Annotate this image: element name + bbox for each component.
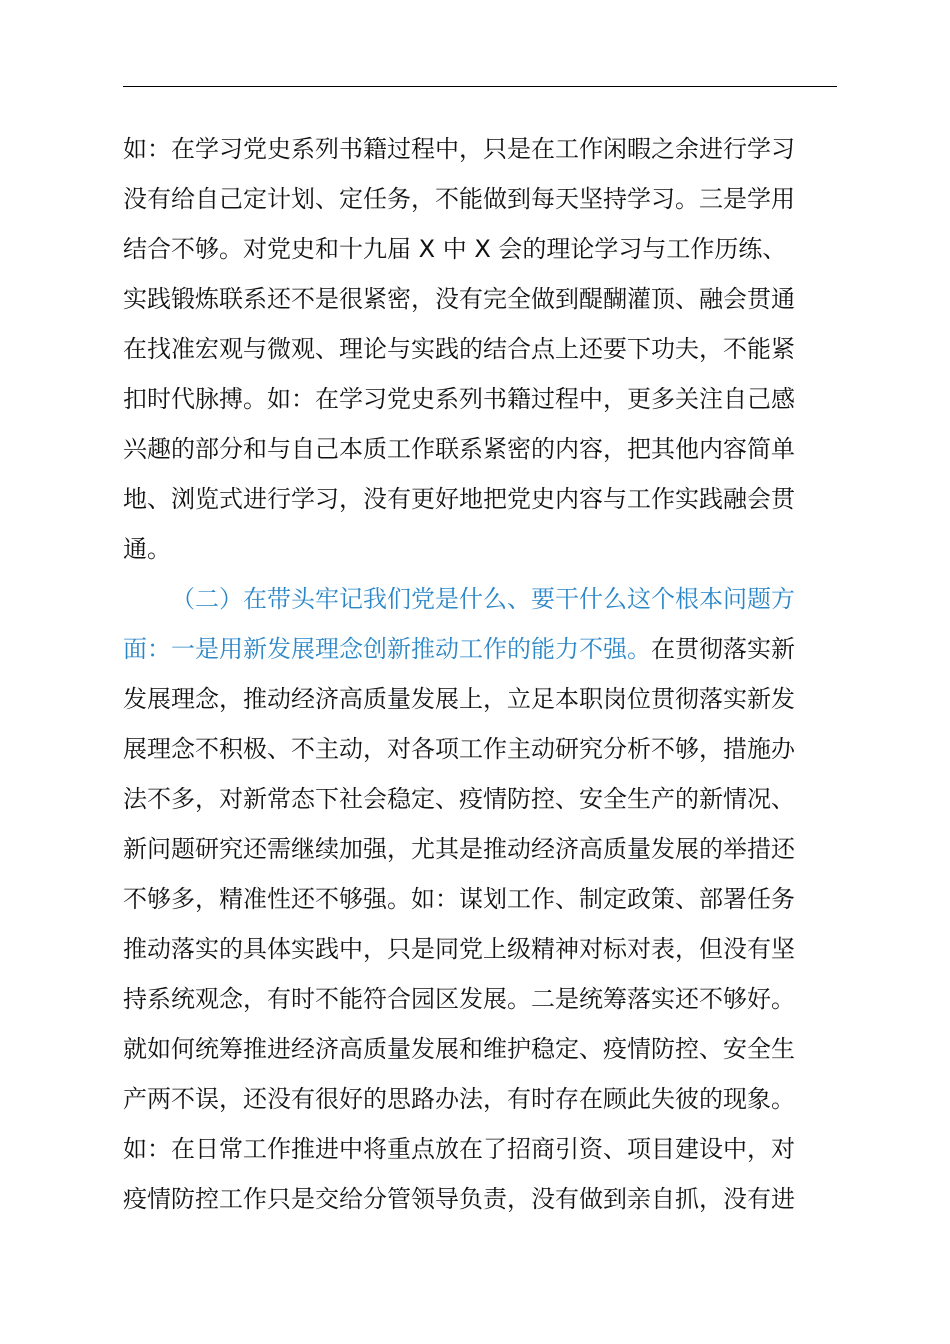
body-line: 地、浏览式进行学习，没有更好地把党史内容与工作实践融会贯 bbox=[123, 485, 795, 513]
body-line: 如：在日常工作推进中将重点放在了招商引资、项目建设中，对 bbox=[123, 1135, 795, 1163]
body-line: 兴趣的部分和与自己本质工作联系紧密的内容，把其他内容简单 bbox=[123, 435, 795, 463]
body-line: 产两不误，还没有很好的思路办法，有时存在顾此失彼的现象。 bbox=[123, 1085, 795, 1113]
body-line: 持系统观念，有时不能符合园区发展。二是统筹落实还不够好。 bbox=[123, 985, 795, 1013]
section-heading: （二）在带头牢记我们党是什么、要干什么这个根本问题方 bbox=[171, 585, 795, 613]
body-line: 通。 bbox=[123, 535, 171, 563]
body-line: 就如何统筹推进经济高质量发展和维护稳定、疫情防控、安全生 bbox=[123, 1035, 795, 1063]
body-line: 如：在学习党史系列书籍过程中，只是在工作闲暇之余进行学习 bbox=[123, 135, 795, 163]
section-heading-rest: 在贯彻落实新 bbox=[651, 635, 795, 663]
body-line: 扣时代脉搏。如：在学习党史系列书籍过程中，更多关注自己感 bbox=[123, 385, 795, 413]
document-body bbox=[123, 124, 837, 1224]
body-line: 发展理念，推动经济高质量发展上，立足本职岗位贯彻落实新发 bbox=[123, 685, 795, 713]
body-line: 不够多，精准性还不够强。如：谋划工作、制定政策、部署任务 bbox=[123, 885, 795, 913]
body-line: 推动落实的具体实践中，只是同党上级精神对标对表，但没有坚 bbox=[123, 935, 795, 963]
body-line: 法不多，对新常态下社会稳定、疫情防控、安全生产的新情况、 bbox=[123, 785, 795, 813]
body-line: 没有给自己定计划、定任务，不能做到每天坚持学习。三是学用 bbox=[123, 185, 795, 213]
body-line: 实践锻炼联系还不是很紧密，没有完全做到醍醐灌顶、融会贯通 bbox=[123, 285, 795, 313]
body-line: 疫情防控工作只是交给分管领导负责，没有做到亲自抓，没有进 bbox=[123, 1185, 795, 1213]
body-line: 新问题研究还需继续加强，尤其是推动经济高质量发展的举措还 bbox=[123, 835, 795, 863]
header-rule bbox=[123, 86, 837, 87]
section-heading-highlight: 面：一是用新发展理念创新推动工作的能力不强。 bbox=[123, 635, 651, 663]
body-line: 在找准宏观与微观、理论与实践的结合点上还要下功夫，不能紧 bbox=[123, 335, 795, 363]
body-line: 结合不够。对党史和十九届 X 中 X 会的理论学习与工作历练、 bbox=[123, 235, 787, 263]
body-line: 展理念不积极、不主动，对各项工作主动研究分析不够，措施办 bbox=[123, 735, 795, 763]
section-heading-continuation bbox=[123, 624, 837, 674]
